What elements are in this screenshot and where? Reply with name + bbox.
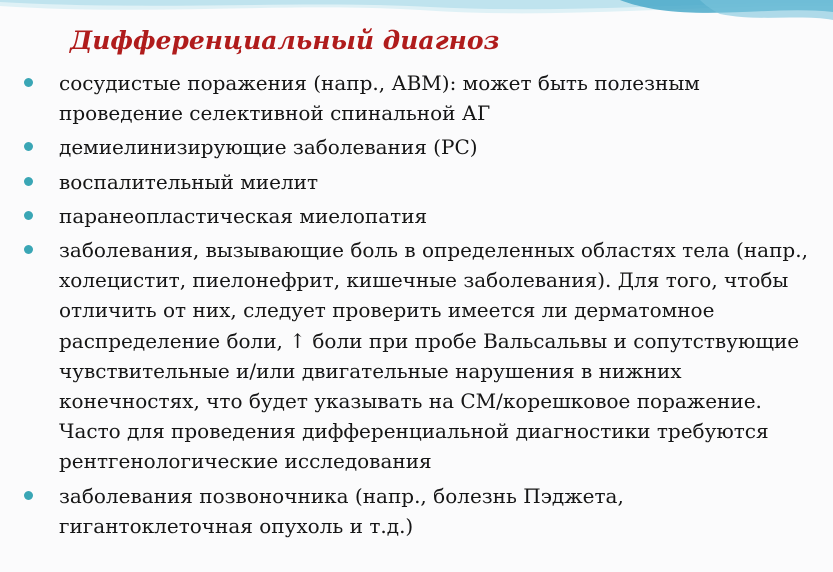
bullet-dot-icon bbox=[24, 177, 33, 186]
list-item bbox=[23, 167, 823, 197]
bullet-dot-icon bbox=[24, 211, 33, 220]
bullet-dot-icon bbox=[24, 491, 33, 500]
list-item-text: демиелинизирующие заболевания (РС) bbox=[59, 135, 478, 160]
bullet-dot-icon bbox=[24, 78, 33, 87]
list-item-text: воспалительный миелит bbox=[59, 169, 319, 194]
list-item bbox=[23, 68, 823, 128]
bullet-list bbox=[23, 68, 823, 545]
list-item-text: заболевания позвоночника (напр., болезнь Пэджета, гигантоклеточная опухоль и т.д.) bbox=[59, 483, 624, 538]
bullet-dot-icon bbox=[24, 142, 33, 151]
slide-title: Дифференциальный диагноз bbox=[70, 26, 500, 55]
list-item bbox=[23, 235, 823, 477]
list-item bbox=[23, 132, 823, 162]
list-item-text: заболевания, вызывающие боль в определенных областях тела (напр., холецистит, пиелонефрит, кишечные заболевания). Для того, чтобы отличить от них, следует проверить имеется ли дерматомное распределение боли, ↑ боли при пробе Вальсальвы и сопутствующие чувствительные и/или двигательные нарушения в нижних конечностях, что будет указывать на СМ/корешковое поражение. Часто для проведения дифференциальной диагностики требуются рентгенологические исследования bbox=[59, 238, 808, 474]
bullet-dot-icon bbox=[24, 245, 33, 254]
list-item-text: паранеопластическая миелопатия bbox=[59, 203, 428, 228]
list-item bbox=[23, 201, 823, 231]
list-item-text: сосудистые поражения (напр., АВМ): может быть полезным проведение селективной спинальной АГ bbox=[59, 71, 700, 126]
list-item bbox=[23, 481, 823, 541]
